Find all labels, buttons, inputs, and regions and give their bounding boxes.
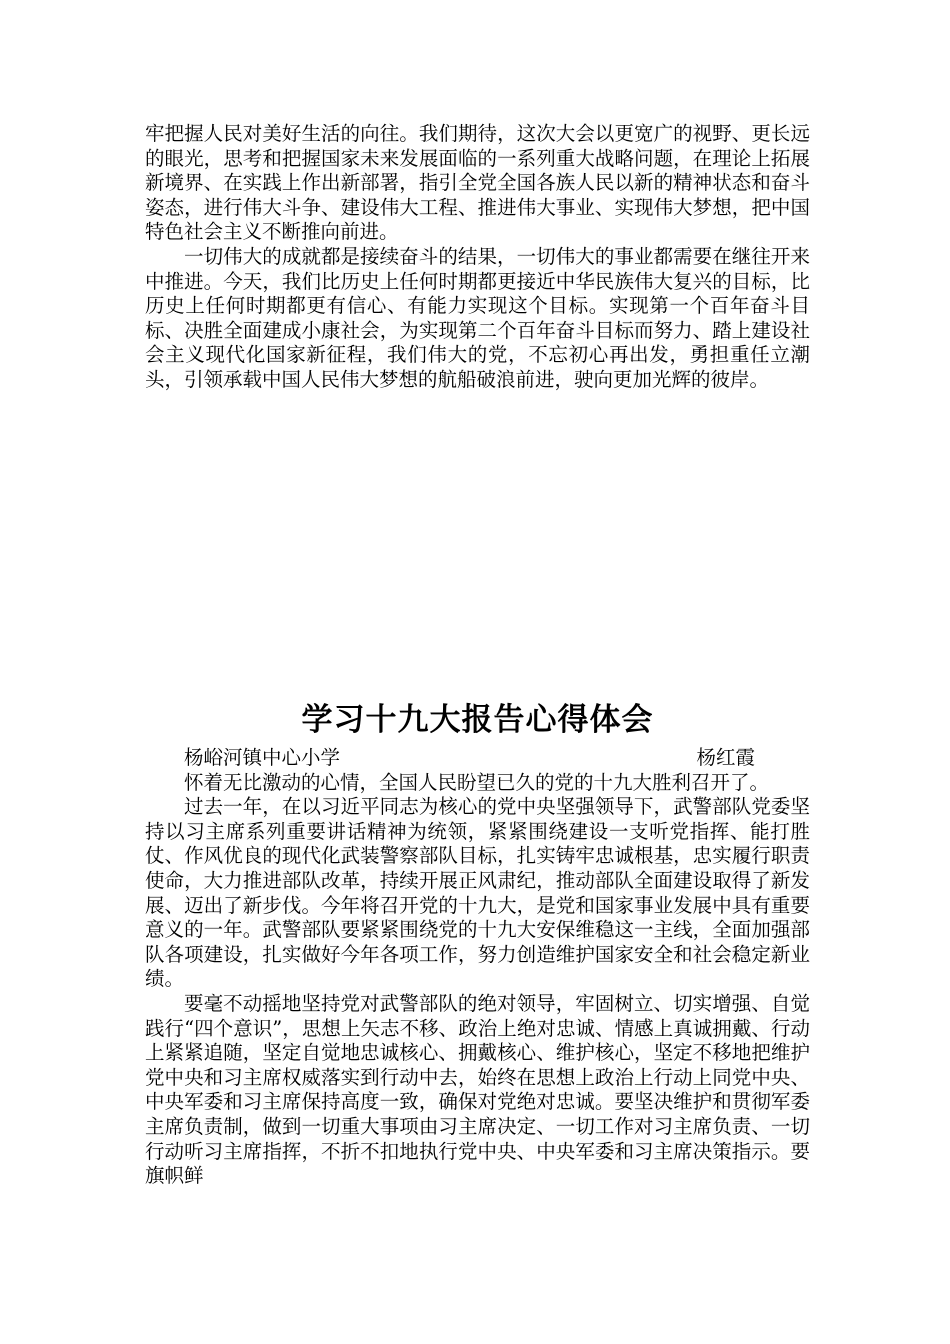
paragraph-continued: 牢把握人民对美好生活的向往。我们期待，这次大会以更宽广的视野、更长远的眼光，思考和把握国家未来发展面临的一系列重大战略问题，在理论上拓展新境界、在实践上作出新部署，指引全党全国各族人民以新的精神状态和奋斗姿态，进行伟大斗争、建设伟大工程、推进伟大事业、实现伟大梦想，把中国特色社会主义不断推向前进。: [145, 122, 810, 244]
author-name: 杨红霞: [696, 746, 755, 769]
paragraph: 要毫不动摇地坚持党对武警部队的绝对领导，牢固树立、切实增强、自觉践行“四个意识”，思想上矢志不移、政治上绝对忠诚、情感上真诚拥戴、行动上紧紧追随，坚定自觉地忠诚核心、拥戴核心、维护核心，坚定不移地把维护党中央和习主席权威落实到行动中去，始终在思想上政治上行动上同党中央、中央军委和习主席保持高度一致，确保对党绝对忠诚。要坚决维护和贯彻军委主席负责制，做到一切重大事项由习主席决定、一切工作对习主席负责、一切行动听习主席指挥，不折不扣地执行党中央、中央军委和习主席决策指示。要旗帜鲜: [145, 991, 810, 1188]
paragraph: 一切伟大的成就都是接续奋斗的结果，一切伟大的事业都需要在继往开来中推进。今天，我们比历史上任何时期都更接近中华民族伟大复兴的目标，比历史上任何时期都更有信心、有能力实现这个目标。实现第一个百年奋斗目标、决胜全面建成小康社会，为实现第二个百年奋斗目标而努力、踏上建设社会主义现代化国家新征程，我们伟大的党，不忘初心再出发，勇担重任立潮头，引领承载中国人民伟大梦想的航船破浪前进，驶向更加光辉的彼岸。: [145, 244, 810, 391]
paragraph: 过去一年，在以习近平同志为核心的党中央坚强领导下，武警部队党委坚持以习主席系列重要讲话精神为统领，紧紧围绕建设一支听党指挥、能打胜仗、作风优良的现代化武装警察部队目标，扎实铸牢忠诚根基，忠实履行职责使命，大力推进部队改革，持续开展正风肃纪，推动部队全面建设取得了新发展、迈出了新步伐。今年将召开党的十九大，是党和国家事业发展中具有重要意义的一年。武警部队要紧紧围绕党的十九大安保维稳这一主线，全面加强部队各项建设，扎实做好今年各项工作，努力创造维护国家安全和社会稳定新业绩。: [145, 795, 810, 991]
article-title: 学习十九大报告心得体会: [301, 702, 654, 738]
continued-text-section: [145, 122, 810, 393]
byline: [145, 746, 810, 771]
article-section: [145, 700, 810, 1189]
paragraph: 怀着无比激动的心情，全国人民盼望已久的党的十九大胜利召开了。: [184, 770, 770, 794]
author-school: 杨峪河镇中心小学: [184, 746, 341, 769]
